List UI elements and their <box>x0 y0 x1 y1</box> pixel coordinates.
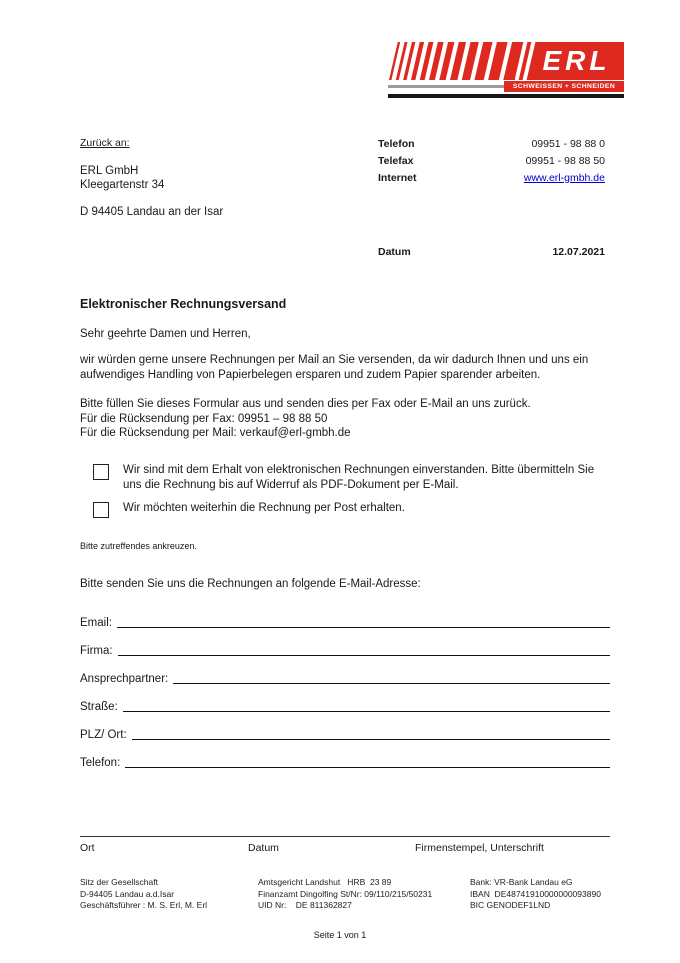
internet-label: Internet <box>378 172 417 184</box>
footer-bank-line-2: IBAN DE48741910000000093890 <box>470 888 601 899</box>
company-field-label: Firma: <box>80 645 113 657</box>
sender-street: Kleegartenstr 34 <box>80 179 165 191</box>
logo-tagline: SCHWEISSEN + SCHNEIDEN <box>504 81 624 92</box>
signature-ort-label: Ort <box>80 842 95 854</box>
electronic-invoice-label <box>123 463 594 492</box>
sender-company: ERL GmbH <box>80 165 139 177</box>
footer-company-line-3: Geschäftsführer : M. S. Erl, M. Erl <box>80 900 208 910</box>
form-row-zip-city <box>80 724 610 741</box>
form-row-email <box>80 612 610 629</box>
footer-registry-line-3: UID Nr: DE 811362827 <box>258 900 352 910</box>
street-field[interactable] <box>123 710 610 712</box>
footer-registry-line-1: Amtsgericht Landshut HRB 23 89 <box>258 877 392 887</box>
fax-value: 09951 - 98 88 50 <box>525 155 605 167</box>
erl-logo-mid <box>388 81 624 92</box>
intro-paragraph <box>80 353 588 383</box>
postal-invoice-checkbox[interactable] <box>93 502 109 518</box>
contact-person-field-label: Ansprechpartner: <box>80 673 169 685</box>
return-to-label: Zurück an: <box>80 137 130 149</box>
contact-form <box>80 612 610 780</box>
contact-row-fax <box>378 155 605 167</box>
logo-brand-text: ERL <box>542 45 611 76</box>
zip-city-field-label: PLZ/ Ort: <box>80 729 127 741</box>
salutation: Sehr geehrte Damen und Herren, <box>80 328 251 340</box>
email-field[interactable] <box>117 626 610 628</box>
logo-stripes-icon <box>388 42 515 80</box>
postal-invoice-label: Wir möchten weiterhin die Rechnung per Post erhalten. <box>123 502 405 514</box>
electronic-invoice-option <box>93 463 633 492</box>
email-field-label: Email: <box>80 617 112 629</box>
company-field[interactable] <box>118 654 610 656</box>
erl-logo-top <box>388 42 624 80</box>
footer-bank-line-3: BIC GENODEF1LND <box>470 900 551 910</box>
footer-company-line-1: Sitz der Gesellschaft <box>80 877 158 887</box>
sender-address-block <box>80 136 223 219</box>
logo-brand-block <box>515 42 624 80</box>
website-link[interactable]: www.erl-gmbh.de <box>523 172 605 184</box>
check-instruction-note: Bitte zutreffendes ankreuzen. <box>80 541 197 551</box>
phone-field[interactable] <box>125 766 610 768</box>
footer-registry-line-2: Finanzamt Dingolfing St/Nr: 09/110/215/50231 <box>258 888 433 899</box>
page-indicator: Seite 1 von 1 <box>313 930 367 940</box>
date-label: Datum <box>378 246 411 258</box>
fax-label: Telefax <box>378 155 414 167</box>
postal-invoice-option <box>93 501 633 518</box>
sender-city: D 94405 Landau an der Isar <box>80 206 224 218</box>
letter-heading: Elektronischer Rechnungsversand <box>80 297 287 311</box>
sendback-line-1: Bitte füllen Sie dieses Formular aus und senden dies per Fax oder E-Mail an uns zurück. <box>80 398 531 410</box>
electronic-invoice-label-line-2: uns die Rechnung bis auf Widerruf als PDF-Dokument per E-Mail. <box>123 478 459 491</box>
sendback-paragraph <box>80 397 531 441</box>
date-value: 12.07.2021 <box>552 246 605 258</box>
contact-info-block <box>378 138 605 189</box>
signature-datum-label: Datum <box>248 842 279 854</box>
contact-row-phone <box>378 138 605 150</box>
signature-rule <box>80 836 610 837</box>
form-row-company <box>80 640 610 657</box>
logo-black-rule <box>388 94 624 98</box>
form-row-contact-person <box>80 668 610 685</box>
form-intro: Bitte senden Sie uns die Rechnungen an folgende E-Mail-Adresse: <box>80 578 421 590</box>
phone-field-label: Telefon: <box>80 757 121 769</box>
sendback-line-3: Für die Rücksendung per Mail: verkauf@erl-gmbh.de <box>80 427 351 439</box>
intro-line-2: aufwendiges Handling von Papierbelegen ersparen und zudem Papier sparender arbeiten. <box>80 369 541 381</box>
footer-company-column <box>80 877 207 912</box>
footer-bank-line-1: Bank: VR-Bank Landau eG <box>470 877 573 887</box>
signature-stamp-label: Firmenstempel, Unterschrift <box>415 842 544 854</box>
footer-bank-column <box>470 877 601 912</box>
checkbox-group <box>93 463 633 518</box>
intro-line-1: wir würden gerne unsere Rechnungen per Mail an Sie versenden, da wir dadurch Ihnen und uns ein <box>80 354 589 366</box>
contact-row-internet <box>378 172 605 184</box>
phone-value: 09951 - 98 88 0 <box>531 138 605 150</box>
erl-logo <box>388 42 624 98</box>
form-row-phone <box>80 752 610 769</box>
footer-company-line-2: D-94405 Landau a.d.Isar <box>80 888 175 899</box>
electronic-invoice-checkbox[interactable] <box>93 464 109 480</box>
sendback-line-2: Für die Rücksendung per Fax: 09951 – 98 88 50 <box>80 412 328 425</box>
form-row-street <box>80 696 610 713</box>
footer-registry-column <box>258 877 432 912</box>
date-row <box>378 246 605 258</box>
electronic-invoice-label-line-1: Wir sind mit dem Erhalt von elektronischen Rechnungen einverstanden. Bitte übermitteln Sie <box>123 464 595 476</box>
logo-gray-rule <box>388 85 504 88</box>
contact-person-field[interactable] <box>173 682 610 684</box>
zip-city-field[interactable] <box>132 738 610 740</box>
street-field-label: Straße: <box>80 701 118 713</box>
phone-label: Telefon <box>378 138 415 150</box>
